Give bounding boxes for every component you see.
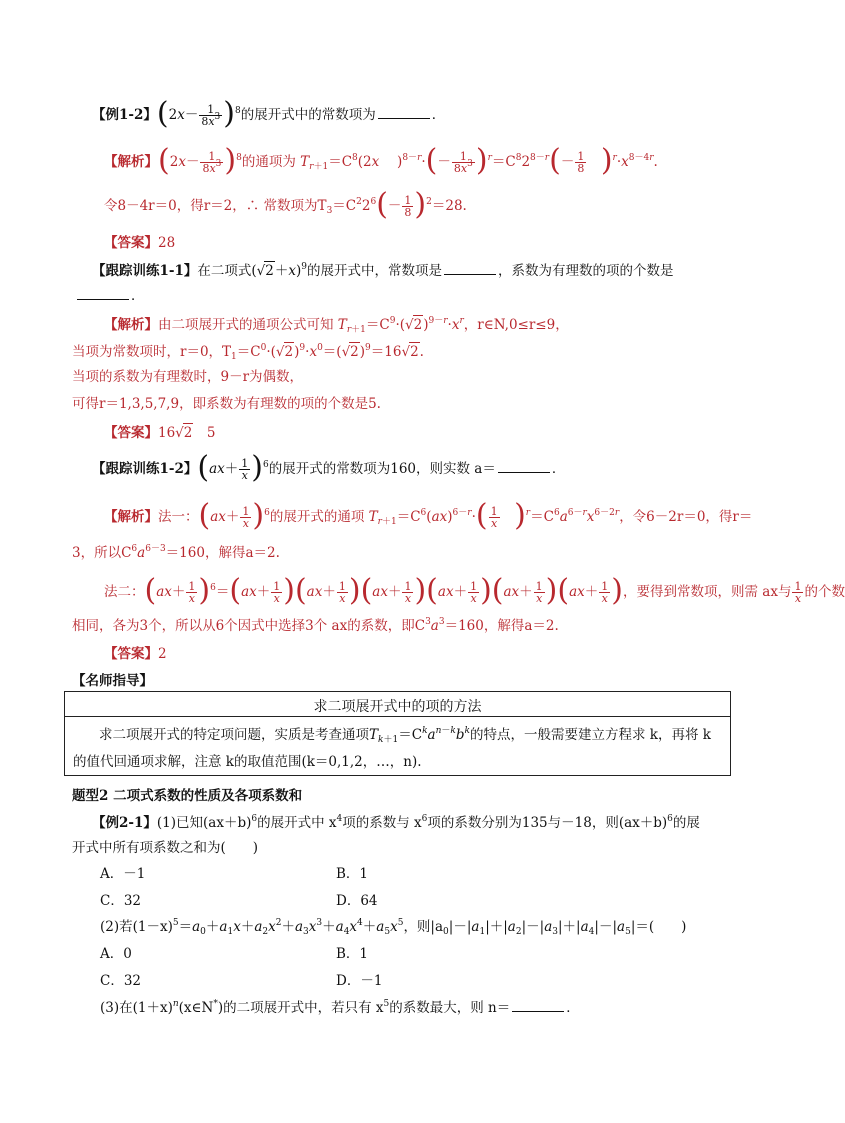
option-1d: D．64 bbox=[336, 893, 378, 909]
training-1-2-method-2: 法二：(ax＋ $\frac{1}{x}$ )$^6$＝(ax＋ $\frac{1}{x}$ )(ax＋ $\frac{1}{x}$ )(ax＋ $\frac{1}{x}$ )(ax＋ $\frac{1}{x}$ )(ax＋ $\frac{1}{x}$ )(ax＋ $\frac{1}{x}$ )，要得到常数项，则需 ax与 $\frac{1}{x}$ 的个数 bbox=[104, 573, 845, 608]
topic-2-title: 题型2 二项式系数的性质及各项系数和 bbox=[72, 788, 303, 804]
option-2c: C．32 bbox=[100, 973, 142, 989]
example-2-1-q1: 【例2-1】(1)已知$(ax+b)^6$的展开式中 $x^4$项的系数与 $x^6$项的系数分别为135与－18，则$(ax+b)^6$的展 bbox=[92, 814, 700, 831]
method-box bbox=[64, 691, 731, 776]
answer-blank bbox=[498, 460, 550, 473]
method-box-line-2: 的值代回通项求解，注意 k的取值范围(k＝0,1,2，…，n). bbox=[73, 754, 422, 770]
example-label: 【例2-1】 bbox=[92, 815, 157, 831]
option-1b: B．1 bbox=[336, 866, 369, 882]
method-box-divider bbox=[65, 716, 730, 717]
answer-label: 【答案】 bbox=[104, 646, 158, 662]
example-1-2-question: 【例1-2】(2x－ $\frac{1}{8x^3}$ )$^8$的展开式中的常数项为 ． bbox=[92, 96, 446, 131]
analysis-label: 【解析】 bbox=[104, 317, 158, 333]
example-2-1-q3: (3)在$(1+x)^n(x\in N^*)$的二项展开式中，若只有 $x^5$的系数最大，则 n＝ ． bbox=[100, 999, 580, 1016]
example-1-2-analysis: 【解析】(2x－ $\frac{1}{8x^3}$ )$^8$的通项为 $T_{r+1}=C^8(2x$ )$^{8-r}$·(－ $\frac{1}{8x^3}$ )$^r=C^82^{8-r}(-$ $\frac{1}{8}$ )$^r\cdot x^{8-4r}$. bbox=[104, 143, 658, 178]
training-label: 【跟踪训练1-2】 bbox=[92, 461, 198, 477]
option-2a: A．0 bbox=[100, 946, 132, 962]
answer-blank bbox=[512, 999, 564, 1012]
example-1-2-constant: 令8－4r＝0，得r＝2，∴ 常数项为$T_3=C^22^6(-$ $\frac{1}{8}$ )$^2$＝28. bbox=[104, 187, 467, 222]
training-1-1-question: 【跟踪训练1-1】在二项式$(√2+x)^9$的展开式中，常数项是 ，系数为有理数的项的个数是 bbox=[92, 262, 674, 279]
analysis-label: 【解析】 bbox=[104, 154, 158, 170]
example-label: 【例1-2】 bbox=[92, 107, 157, 123]
answer-blank bbox=[378, 106, 430, 119]
training-label: 【跟踪训练1-1】 bbox=[92, 263, 198, 279]
method-box-line-1: 求二项展开式的特定项问题，实质是考查通项$T_{k+1}=C^ka^{n-k}b^k$的特点，一般需要建立方程求 k，再将 k bbox=[99, 726, 711, 745]
training-1-2-question: 【跟踪训练1-2】(ax＋ $\frac{1}{x}$ )$^6$的展开式的常数项为160，则实数 a＝ ． bbox=[92, 450, 566, 485]
answer-blank bbox=[444, 262, 496, 275]
training-1-1-blank-2: ． bbox=[75, 287, 145, 305]
analysis-label: 【解析】 bbox=[104, 509, 158, 525]
training-1-1-constant: 当项为常数项时，r＝0，$T_1=C^0\cdot(√2)^9\cdot x^0=(√2)^9=16√2$. bbox=[72, 343, 424, 362]
training-1-2-method-1: 【解析】法一：(ax＋ $\frac{1}{x}$ )$^6$的展开式的通项 $T_{r+1}=C^6(ax)^{6-r}\cdot$( $\frac{1}{x}$ )$^r=C^6a^{6-r}x^{6-2r}$，令6－2r＝0，得r＝ bbox=[104, 498, 753, 533]
option-2b: B．1 bbox=[336, 946, 369, 962]
method-box-title: 求二项展开式中的项的方法 bbox=[313, 699, 482, 715]
guide-label: 【名师指导】 bbox=[72, 673, 153, 689]
example-2-1-q2: (2)若$(1-x)^5=a_0+a_1x+a_2x^2+a_3x^3+a_4x^4+a_5x^5$，则$|a_0|-|a_1|+|a_2|-|a_3|+|a_4|-|a_5|=$( ) bbox=[100, 918, 687, 937]
training-1-2-answer: 【答案】2 bbox=[104, 646, 167, 662]
example-2-1-q1-cont: 开式中所有项系数之和为( ) bbox=[72, 840, 259, 856]
training-1-2-method-1-cont: 3，所以$C^6a^{6-3}=160$，解得a＝2. bbox=[72, 544, 280, 561]
option-1a: A．－1 bbox=[100, 866, 146, 882]
training-1-1-answer: 【答案】16√2 5 bbox=[104, 425, 216, 441]
answer-label: 【答案】 bbox=[104, 425, 158, 441]
option-2d: D．－1 bbox=[336, 973, 383, 989]
answer-label: 【答案】 bbox=[104, 235, 158, 251]
answer-blank bbox=[77, 287, 129, 300]
training-1-1-count: 可得r＝1,3,5,7,9，即系数为有理数的项的个数是5. bbox=[72, 396, 381, 412]
option-1c: C．32 bbox=[100, 893, 142, 909]
example-1-2-answer: 【答案】28 bbox=[104, 235, 176, 251]
training-1-2-method-2-cont: 相同，各为3个，所以从6个因式中选择3个 ax的系数，即$C^3a^3=160$，解得a＝2. bbox=[72, 617, 559, 634]
training-1-1-analysis: 【解析】由二项展开式的通项公式可知 $T_{r+1}=C^9\cdot(√2)^{9-r}\cdot x^r$，r∈N,0≤r≤9， bbox=[104, 316, 569, 335]
training-1-1-rational: 当项的系数为有理数时，9－r为偶数， bbox=[72, 369, 304, 385]
